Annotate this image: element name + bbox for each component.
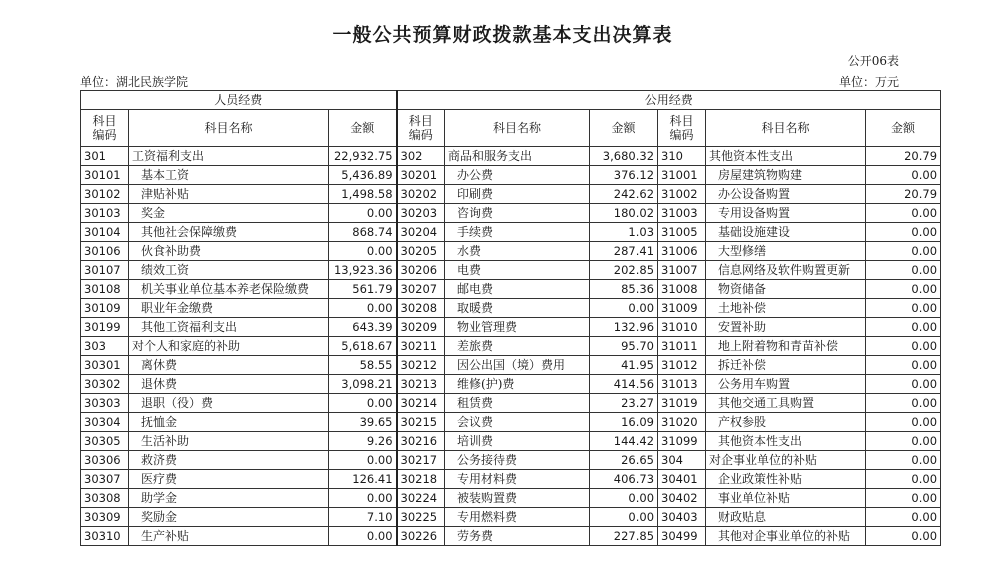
personnel-group-header: 人员经费 [81,91,397,110]
amount-header: 金额 [329,110,397,147]
amount-cell: 287.41 [590,242,658,261]
subject-name-cell: 因公出国（境）费用 [445,356,590,375]
subject-name-cell: 租赁费 [445,394,590,413]
amount-cell: 0.00 [329,204,397,223]
table-row [81,223,941,242]
subject-code-cell: 30209 [397,318,445,337]
table-row [81,432,941,451]
subject-code-cell: 30109 [81,299,129,318]
amount-cell: 0.00 [329,394,397,413]
subject-code-cell: 30214 [397,394,445,413]
subject-name-cell: 专用材料费 [445,470,590,489]
subject-code-cell: 30218 [397,470,445,489]
subject-code-cell: 304 [658,451,706,470]
subject-name-cell: 其他社会保障缴费 [129,223,329,242]
amount-cell: 26.65 [590,451,658,470]
subject-code-cell: 30226 [397,527,445,546]
subject-name-cell: 专用设备购置 [706,204,866,223]
amount-cell: 9.26 [329,432,397,451]
amount-cell: 0.00 [866,318,941,337]
amount-cell: 0.00 [866,413,941,432]
amount-cell: 16.09 [590,413,658,432]
subject-code-cell: 30102 [81,185,129,204]
subject-code-cell: 30224 [397,489,445,508]
table-row [81,147,941,166]
subject-code-cell: 31009 [658,299,706,318]
subject-code-cell: 30303 [81,394,129,413]
code-header: 科目 编码 [81,110,129,147]
subject-code-cell: 30201 [397,166,445,185]
subject-name-cell: 信息网络及软件购置更新 [706,261,866,280]
amount-header: 金额 [866,110,941,147]
subject-name-cell: 基础设施建设 [706,223,866,242]
subject-code-cell: 31008 [658,280,706,299]
subject-code-cell: 30402 [658,489,706,508]
subject-name-cell: 对个人和家庭的补助 [129,337,329,356]
amount-cell: 0.00 [866,527,941,546]
amount-cell: 0.00 [866,337,941,356]
subject-name-cell: 维修(护)费 [445,375,590,394]
amount-cell: 132.96 [590,318,658,337]
amount-cell: 414.56 [590,375,658,394]
subject-name-cell: 对企事业单位的补贴 [706,451,866,470]
subject-name-cell: 差旅费 [445,337,590,356]
subject-name-cell: 房屋建筑物购建 [706,166,866,185]
subject-code-cell: 30108 [81,280,129,299]
subject-name-cell: 奖励金 [129,508,329,527]
subject-name-cell: 物业管理费 [445,318,590,337]
subject-code-cell: 31006 [658,242,706,261]
subject-code-cell: 30225 [397,508,445,527]
currency-unit: 单位：万元 [838,75,899,89]
subject-name-cell: 生活补助 [129,432,329,451]
table-row [81,451,941,470]
subject-code-cell: 30211 [397,337,445,356]
subject-code-cell: 30217 [397,451,445,470]
public-group-header: 公用经费 [397,91,941,110]
subject-code-cell: 30216 [397,432,445,451]
amount-cell: 5,618.67 [329,337,397,356]
subject-code-cell: 30204 [397,223,445,242]
amount-cell: 0.00 [866,394,941,413]
column-header-row [81,110,941,147]
subject-code-cell: 31013 [658,375,706,394]
subject-name-cell: 取暖费 [445,299,590,318]
amount-cell: 23.27 [590,394,658,413]
subject-name-cell: 其他对企事业单位的补贴 [706,527,866,546]
amount-cell: 643.39 [329,318,397,337]
subject-name-cell: 其他资本性支出 [706,432,866,451]
table-row [81,318,941,337]
subject-code-cell: 31002 [658,185,706,204]
table-row [81,204,941,223]
subject-name-cell: 津贴补贴 [129,185,329,204]
subject-name-cell: 财政贴息 [706,508,866,527]
subject-code-cell: 31001 [658,166,706,185]
subject-name-cell: 产权参股 [706,413,866,432]
subject-name-cell: 退休费 [129,375,329,394]
subject-name-cell: 其他资本性支出 [706,147,866,166]
amount-header: 金额 [590,110,658,147]
subject-name-cell: 手续费 [445,223,590,242]
subject-code-cell: 30103 [81,204,129,223]
amount-cell: 0.00 [866,432,941,451]
table-row [81,470,941,489]
table-row [81,261,941,280]
amount-cell: 95.70 [590,337,658,356]
name-header: 科目名称 [129,110,329,147]
subject-name-cell: 办公设备购置 [706,185,866,204]
amount-cell: 0.00 [590,489,658,508]
table-row [81,337,941,356]
table-row [81,299,941,318]
subject-code-cell: 30107 [81,261,129,280]
subject-code-cell: 301 [81,147,129,166]
amount-cell: 144.42 [590,432,658,451]
amount-cell: 0.00 [866,166,941,185]
subject-code-cell: 31010 [658,318,706,337]
subject-name-cell: 地上附着物和青苗补偿 [706,337,866,356]
subject-name-cell: 基本工资 [129,166,329,185]
subject-code-cell: 30401 [658,470,706,489]
table-row [81,375,941,394]
subject-name-cell: 物资储备 [706,280,866,299]
subject-code-cell: 30307 [81,470,129,489]
subject-code-cell: 30207 [397,280,445,299]
subject-code-cell: 30101 [81,166,129,185]
subject-name-cell: 事业单位补贴 [706,489,866,508]
name-header: 科目名称 [706,110,866,147]
amount-cell: 20.79 [866,185,941,204]
subject-code-cell: 310 [658,147,706,166]
subject-name-cell: 职业年金缴费 [129,299,329,318]
amount-cell: 0.00 [866,223,941,242]
table-row [81,527,941,546]
subject-code-cell: 31003 [658,204,706,223]
subject-name-cell: 培训费 [445,432,590,451]
amount-cell: 0.00 [329,489,397,508]
subject-code-cell: 303 [81,337,129,356]
amount-cell: 58.55 [329,356,397,375]
organization-unit: 单位：湖北民族学院 [80,75,189,89]
amount-cell: 0.00 [329,527,397,546]
amount-cell: 227.85 [590,527,658,546]
table-row [81,356,941,375]
subject-name-cell: 邮电费 [445,280,590,299]
name-header: 科目名称 [445,110,590,147]
subject-code-cell: 30310 [81,527,129,546]
subject-code-cell: 31007 [658,261,706,280]
subject-code-cell: 30403 [658,508,706,527]
subject-name-cell: 土地补偿 [706,299,866,318]
amount-cell: 1,498.58 [329,185,397,204]
amount-cell: 376.12 [590,166,658,185]
amount-cell: 0.00 [866,356,941,375]
amount-cell: 0.00 [866,280,941,299]
table-row [81,413,941,432]
subject-name-cell: 生产补贴 [129,527,329,546]
report-title: 一般公共预算财政拨款基本支出决算表 [332,24,673,46]
subject-code-cell: 30199 [81,318,129,337]
subject-name-cell: 专用燃料费 [445,508,590,527]
amount-cell: 20.79 [866,147,941,166]
subject-name-cell: 水费 [445,242,590,261]
amount-cell: 22,932.75 [329,147,397,166]
amount-cell: 0.00 [866,489,941,508]
amount-cell: 0.00 [866,451,941,470]
form-number: 公开06表 [847,54,899,68]
subject-name-cell: 印刷费 [445,185,590,204]
table-row [81,489,941,508]
amount-cell: 1.03 [590,223,658,242]
subject-code-cell: 30202 [397,185,445,204]
amount-cell: 85.36 [590,280,658,299]
table-row [81,185,941,204]
subject-code-cell: 30301 [81,356,129,375]
subject-name-cell: 电费 [445,261,590,280]
subject-code-cell: 30499 [658,527,706,546]
subject-name-cell: 安置补助 [706,318,866,337]
subject-name-cell: 拆迁补偿 [706,356,866,375]
subject-code-cell: 31020 [658,413,706,432]
subject-code-cell: 30304 [81,413,129,432]
amount-cell: 406.73 [590,470,658,489]
subject-code-cell: 30205 [397,242,445,261]
table-row [81,166,941,185]
subject-name-cell: 救济费 [129,451,329,470]
subject-name-cell: 其他工资福利支出 [129,318,329,337]
subject-name-cell: 劳务费 [445,527,590,546]
subject-code-cell: 30212 [397,356,445,375]
subject-code-cell: 30309 [81,508,129,527]
subject-code-cell: 31012 [658,356,706,375]
subject-code-cell: 31019 [658,394,706,413]
amount-cell: 3,680.32 [590,147,658,166]
amount-cell: 0.00 [866,299,941,318]
amount-cell: 0.00 [329,451,397,470]
subject-code-cell: 30206 [397,261,445,280]
amount-cell: 0.00 [590,508,658,527]
subject-code-cell: 302 [397,147,445,166]
amount-cell: 868.74 [329,223,397,242]
amount-cell: 3,098.21 [329,375,397,394]
table-row [81,280,941,299]
amount-cell: 0.00 [329,299,397,318]
subject-name-cell: 公务接待费 [445,451,590,470]
amount-cell: 126.41 [329,470,397,489]
expenditure-table [80,90,941,546]
subject-code-cell: 30104 [81,223,129,242]
subject-code-cell: 30302 [81,375,129,394]
amount-cell: 0.00 [329,242,397,261]
subject-code-cell: 30305 [81,432,129,451]
amount-cell: 0.00 [866,261,941,280]
subject-name-cell: 抚恤金 [129,413,329,432]
amount-cell: 242.62 [590,185,658,204]
subject-code-cell: 30306 [81,451,129,470]
subject-name-cell: 被装购置费 [445,489,590,508]
subject-code-cell: 30215 [397,413,445,432]
amount-cell: 0.00 [866,204,941,223]
subject-name-cell: 公务用车购置 [706,375,866,394]
amount-cell: 41.95 [590,356,658,375]
table-row [81,394,941,413]
subject-name-cell: 机关事业单位基本养老保险缴费 [129,280,329,299]
table-row [81,508,941,527]
subject-code-cell: 31005 [658,223,706,242]
subject-code-cell: 30208 [397,299,445,318]
subject-name-cell: 其他交通工具购置 [706,394,866,413]
amount-cell: 13,923.36 [329,261,397,280]
subject-name-cell: 咨询费 [445,204,590,223]
subject-name-cell: 会议费 [445,413,590,432]
subject-name-cell: 大型修缮 [706,242,866,261]
table-row [81,242,941,261]
amount-cell: 0.00 [866,242,941,261]
subject-name-cell: 奖金 [129,204,329,223]
subject-name-cell: 伙食补助费 [129,242,329,261]
subject-code-cell: 30213 [397,375,445,394]
subject-name-cell: 医疗费 [129,470,329,489]
code-header: 科目 编码 [658,110,706,147]
amount-cell: 7.10 [329,508,397,527]
amount-cell: 180.02 [590,204,658,223]
subject-name-cell: 商品和服务支出 [445,147,590,166]
subject-name-cell: 企业政策性补贴 [706,470,866,489]
code-header: 科目 编码 [397,110,445,147]
subject-name-cell: 退职（役）费 [129,394,329,413]
subject-name-cell: 离休费 [129,356,329,375]
group-header-row [81,91,941,110]
subject-code-cell: 30106 [81,242,129,261]
subject-code-cell: 31011 [658,337,706,356]
subject-name-cell: 助学金 [129,489,329,508]
subject-name-cell: 绩效工资 [129,261,329,280]
amount-cell: 5,436.89 [329,166,397,185]
amount-cell: 0.00 [590,299,658,318]
amount-cell: 0.00 [866,508,941,527]
amount-cell: 561.79 [329,280,397,299]
amount-cell: 202.85 [590,261,658,280]
subject-code-cell: 30308 [81,489,129,508]
subject-name-cell: 工资福利支出 [129,147,329,166]
subject-code-cell: 31099 [658,432,706,451]
amount-cell: 39.65 [329,413,397,432]
subject-code-cell: 30203 [397,204,445,223]
subject-name-cell: 办公费 [445,166,590,185]
amount-cell: 0.00 [866,470,941,489]
amount-cell: 0.00 [866,375,941,394]
